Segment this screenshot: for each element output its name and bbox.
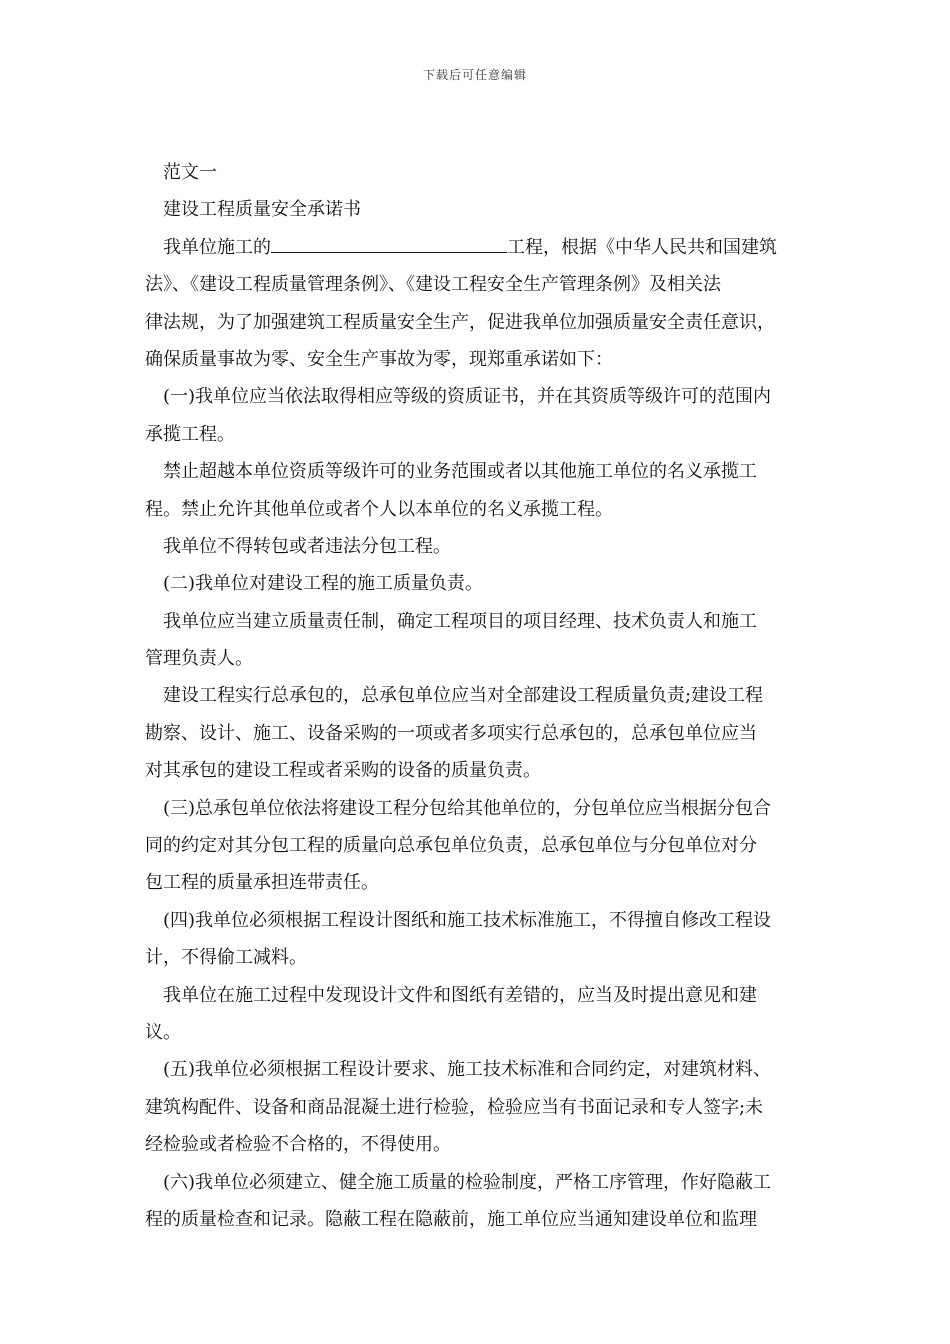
document-line: 管理负责人。 xyxy=(145,648,253,670)
document-line: 计，不得偷工减料。 xyxy=(145,947,307,969)
document-line: 同的约定对其分包工程的质量向总承包单位负责，总承包单位与分包单位对分 xyxy=(145,835,757,857)
document-line: 建筑构配件、设备和商品混凝土进行检验，检验应当有书面记录和专人签字;未 xyxy=(145,1096,764,1118)
document-line: (六)我单位必须建立、健全施工质量的检验制度，严格工序管理，作好隐蔽工 xyxy=(163,1171,772,1193)
document-line: 包工程的质量承担连带责任。 xyxy=(145,872,379,894)
document-line: 经检验或者检验不合格的，不得使用。 xyxy=(145,1134,451,1156)
intro-prefix: 我单位施工的 xyxy=(163,236,271,258)
document-line: (一)我单位应当依法取得相应等级的资质证书，并在其资质等级许可的范围内 xyxy=(163,386,772,408)
document-line: 勘察、设计、施工、设备采购的一项或者多项实行总承包的，总承包单位应当 xyxy=(145,722,757,744)
document-line: 我单位不得转包或者违法分包工程。 xyxy=(163,535,451,557)
document-line: (三)总承包单位依法将建设工程分包给其他单位的，分包单位应当根据分包合 xyxy=(163,797,772,819)
intro-suffix: 工程，根据《中华人民共和国建筑 xyxy=(507,236,777,258)
document-line: 法》、《建设工程质量管理条例》、《建设工程安全生产管理条例》及相关法 xyxy=(145,274,721,296)
document-line: (四)我单位必须根据工程设计图纸和施工技术标准施工，不得擅自修改工程设 xyxy=(163,909,772,931)
document-line: 议。 xyxy=(145,1021,181,1043)
document-line: 程。禁止允许其他单位或者个人以本单位的名义承揽工程。 xyxy=(145,498,613,520)
document-line: 承揽工程。 xyxy=(145,423,235,445)
document-title: 建设工程质量安全承诺书 xyxy=(163,199,361,221)
document-line: 我单位在施工过程中发现设计文件和图纸有差错的，应当及时提出意见和建 xyxy=(163,984,757,1006)
document-line: 建设工程实行总承包的，总承包单位应当对全部建设工程质量负责;建设工程 xyxy=(163,685,764,707)
document-line: 程的质量检查和记录。隐蔽工程在隐蔽前，施工单位应当通知建设单位和监理 xyxy=(145,1208,757,1230)
page-header-note: 下载后可任意编辑 xyxy=(422,68,527,82)
document-line: 禁止超越本单位资质等级许可的业务范围或者以其他施工单位的名义承揽工 xyxy=(163,461,757,483)
paragraph-lines xyxy=(145,266,810,1238)
document-label: 范文一 xyxy=(163,162,217,183)
document-line: (二)我单位对建设工程的施工质量负责。 xyxy=(163,573,484,595)
document-line: 律法规，为了加强建筑工程质量安全生产，促进我单位加强质量安全责任意识， xyxy=(145,311,775,333)
document-line: (五)我单位必须根据工程设计要求、施工技术标准和合同约定，对建筑材料、 xyxy=(163,1059,772,1081)
document-line: 我单位应当建立质量责任制，确定工程项目的项目经理、技术负责人和施工 xyxy=(163,610,757,632)
document-body xyxy=(145,154,810,1238)
document-line: 对其承包的建设工程或者采购的设备的质量负责。 xyxy=(145,760,541,782)
project-name-blank xyxy=(271,230,507,253)
intro-line xyxy=(145,229,810,266)
document-line: 确保质量事故为零、安全生产事故为零，现郑重承诺如下： xyxy=(145,348,613,370)
